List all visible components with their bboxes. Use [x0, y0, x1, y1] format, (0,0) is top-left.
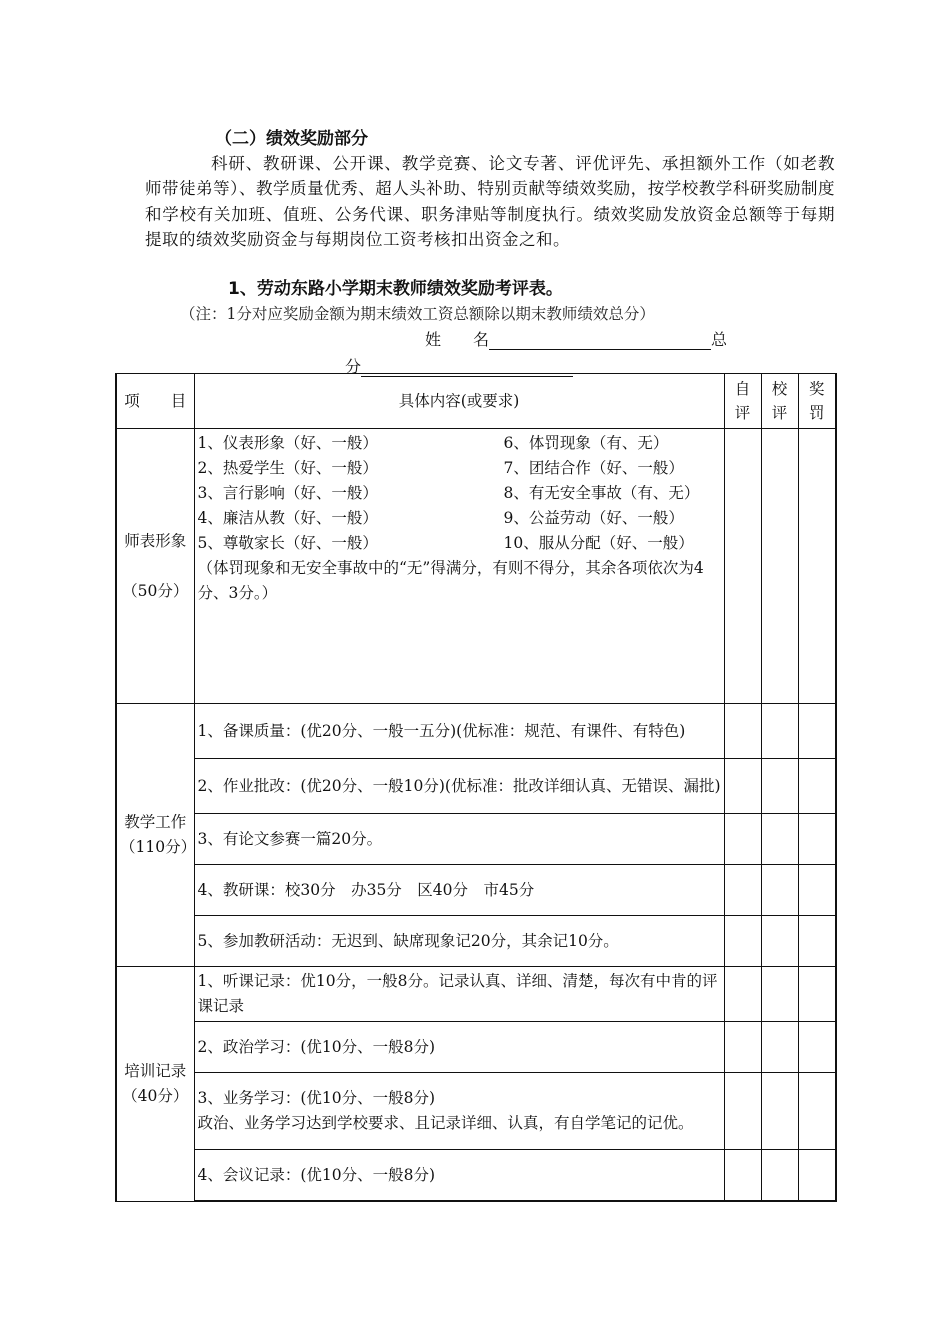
reward-cell[interactable] — [798, 1073, 836, 1150]
category-image — [116, 429, 194, 704]
list-item: 8、有无安全事故（有、无） — [503, 484, 700, 502]
category-points: （110分） — [120, 838, 197, 856]
school-score-cell[interactable] — [761, 1022, 798, 1073]
list-item: 6、体罚现象（有、无） — [503, 434, 669, 452]
body-paragraph: 科研、教研课、公开课、教学竞赛、论文专著、评优评先、承担额外工作（如老教师带徒弟等）、教学质量优秀、超人头补助、特别贡献等绩效奖励，按学校教学科研奖励制度和学校有关加班、值班、公务代课、职务津贴等制度执行。绩效奖励发放资金总额等于每期提取的绩效奖励资金与每期岗位工资考核扣出资金之和。 — [145, 154, 835, 250]
table-row — [116, 814, 836, 865]
category-training — [116, 967, 194, 1202]
self-score-cell[interactable] — [724, 967, 761, 1022]
self-score-cell[interactable] — [724, 916, 761, 967]
table-title: 1、劳动东路小学期末教师绩效奖励考评表。 — [228, 279, 563, 299]
header-content: 具体内容(或要求) — [194, 374, 724, 429]
content-row: 2、政治学习：(优10分、一般8分) — [194, 1022, 724, 1073]
self-score-cell[interactable] — [724, 704, 761, 759]
list-item: 2、热爱学生（好、一般） — [197, 459, 378, 477]
table-row — [116, 865, 836, 916]
reward-cell[interactable] — [798, 759, 836, 814]
school-score-cell[interactable] — [761, 967, 798, 1022]
category-points: （50分） — [122, 581, 189, 600]
content-row: 4、教研课：校30分 办35分 区40分 市45分 — [194, 865, 724, 916]
content-row: 2、作业批改：(优20分、一般10分)(优标准：批改详细认真、无错误、漏批) — [194, 759, 724, 814]
table-row — [116, 759, 836, 814]
name-line — [425, 327, 727, 350]
self-score-cell[interactable] — [724, 1022, 761, 1073]
header-self: 自评 — [724, 374, 761, 429]
reward-cell[interactable] — [798, 1022, 836, 1073]
name-blank — [489, 331, 711, 350]
table-row — [116, 916, 836, 967]
list-item: 4、廉洁从教（好、一般） — [197, 509, 378, 527]
item-grid — [198, 431, 721, 556]
section-footnote: （体罚现象和无安全事故中的“无”得满分，有则不得分，其余各项依次为4分、3分。） — [197, 559, 704, 602]
self-score-cell[interactable] — [724, 865, 761, 916]
reward-cell[interactable] — [798, 429, 836, 704]
table-row — [116, 967, 836, 1022]
table-row — [116, 429, 836, 704]
table-row — [116, 1073, 836, 1150]
content-row — [194, 1073, 724, 1150]
school-score-cell[interactable] — [761, 1073, 798, 1150]
school-score-cell[interactable] — [761, 1150, 798, 1202]
school-score-cell[interactable] — [761, 814, 798, 865]
school-score-cell[interactable] — [761, 865, 798, 916]
table-row — [116, 1150, 836, 1202]
category-label: 教学工作 — [124, 813, 187, 831]
name-label: 姓 名 — [425, 330, 490, 349]
category-teaching — [116, 704, 197, 967]
table-row — [116, 704, 836, 759]
total-label-b: 分 — [345, 357, 362, 376]
reward-cell[interactable] — [798, 704, 836, 759]
self-score-cell[interactable] — [724, 814, 761, 865]
category-label: 培训记录 — [124, 1061, 187, 1080]
self-score-cell[interactable] — [724, 1150, 761, 1202]
section-heading: （二）绩效奖励部分 — [215, 129, 368, 149]
reward-cell[interactable] — [798, 916, 836, 967]
table-header-row — [116, 374, 836, 429]
reward-cell[interactable] — [798, 1150, 836, 1202]
content-line: 政治、业务学习达到学校要求、且记录详细、认真，有自学笔记的记优。 — [197, 1114, 694, 1132]
list-item: 5、尊敬家长（好、一般） — [197, 534, 378, 552]
list-item: 9、公益劳动（好、一般） — [503, 509, 684, 527]
category-label: 师表形象 — [124, 531, 187, 550]
content-row: 3、有论文参赛一篇20分。 — [194, 814, 724, 865]
category-points: （40分） — [122, 1086, 189, 1105]
list-item: 3、言行影响（好、一般） — [197, 484, 378, 502]
content-row: 5、参加教研活动：无迟到、缺席现象记20分，其余记10分。 — [194, 916, 724, 967]
content-image — [194, 429, 724, 704]
reward-cell[interactable] — [798, 865, 836, 916]
content-row: 4、会议记录：(优10分、一般8分) — [194, 1150, 724, 1202]
self-score-cell[interactable] — [724, 429, 761, 704]
list-item: 1、仪表形象（好、一般） — [197, 434, 378, 452]
self-score-cell[interactable] — [724, 1073, 761, 1150]
list-item: 7、团结合作（好、一般） — [503, 459, 684, 477]
school-score-cell[interactable] — [761, 916, 798, 967]
evaluation-table — [115, 373, 837, 1202]
total-label-a: 总 — [711, 330, 728, 349]
table-note: （注：1分对应奖励金额为期末绩效工资总额除以期末教师绩效总分） — [180, 305, 655, 323]
table-row — [116, 1022, 836, 1073]
school-score-cell[interactable] — [761, 759, 798, 814]
reward-cell[interactable] — [798, 814, 836, 865]
self-score-cell[interactable] — [724, 759, 761, 814]
header-item: 项 目 — [116, 374, 194, 429]
header-reward: 奖罚 — [798, 374, 836, 429]
header-school: 校评 — [761, 374, 798, 429]
list-item: 10、服从分配（好、一般） — [503, 534, 694, 552]
content-row: 1、备课质量：(优20分、一般一五分)(优标准：规范、有课件、有特色) — [194, 704, 724, 759]
school-score-cell[interactable] — [761, 704, 798, 759]
content-row: 1、听课记录：优10分，一般8分。记录认真、详细、清楚，每次有中肯的评课记录 — [194, 967, 724, 1022]
content-line: 3、业务学习：(优10分、一般8分) — [197, 1089, 436, 1107]
reward-cell[interactable] — [798, 967, 836, 1022]
school-score-cell[interactable] — [761, 429, 798, 704]
